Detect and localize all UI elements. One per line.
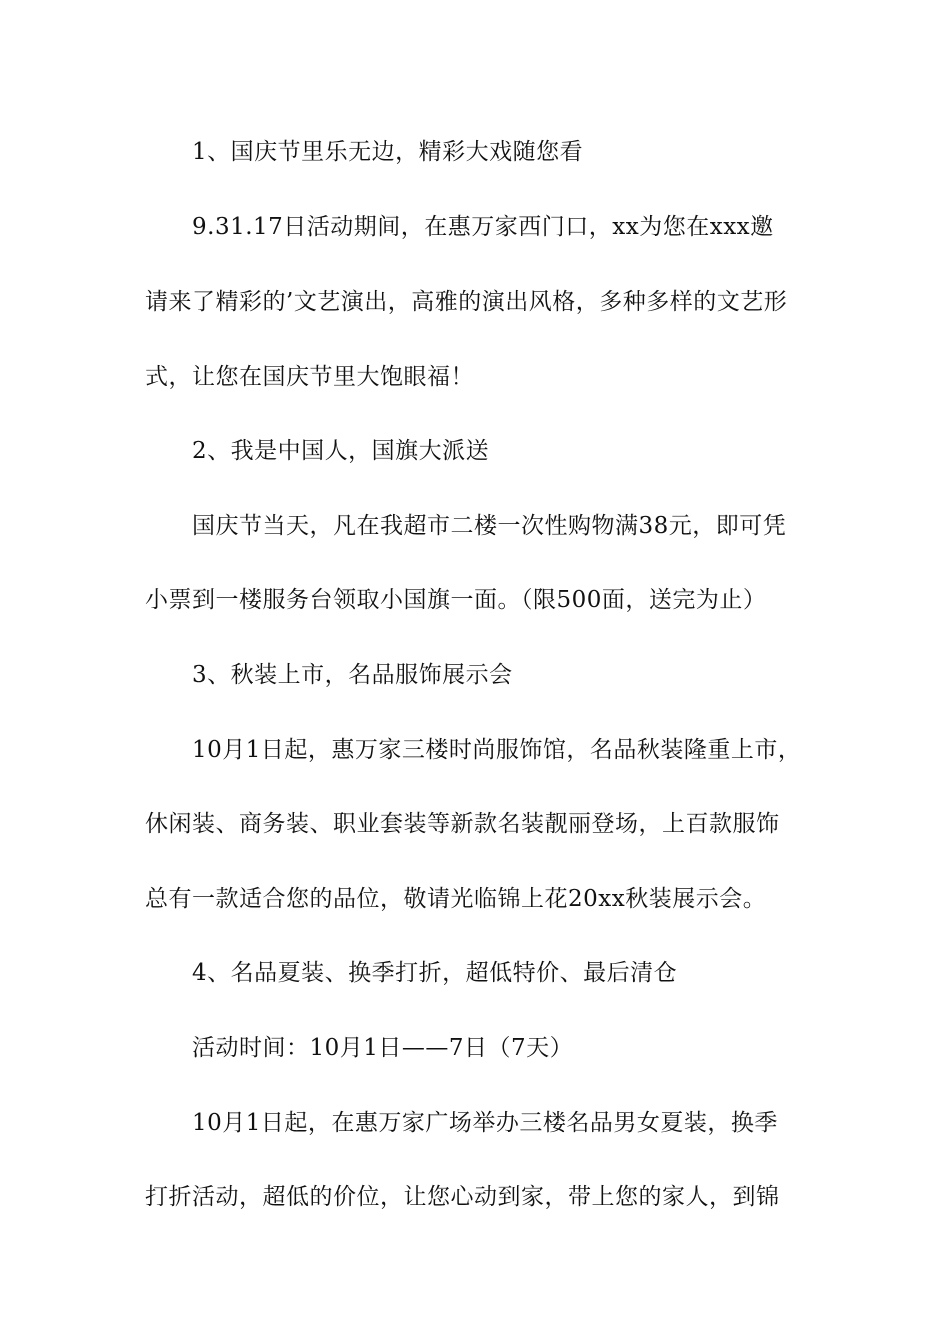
paragraph-line: 打折活动，超低的价位，让您心动到家，带上您的家人，到锦 [145, 1184, 780, 1210]
section-heading-2: 2、我是中国人，国旗大派送 [192, 438, 490, 464]
paragraph-line: 式，让您在国庆节里大饱眼福！ [145, 364, 474, 390]
paragraph-line: 9.31.17日活动期间，在惠万家西门口，xx为您在xxx邀 [192, 214, 774, 240]
section-heading-3: 3、秋装上市，名品服饰展示会 [192, 662, 513, 688]
paragraph-line: 请来了精彩的’文艺演出，高雅的演出风格，多种多样的文艺形 [145, 289, 788, 315]
paragraph-line: 小票到一楼服务台领取小国旗一面。（限500面，送完为止） [145, 587, 767, 613]
section-heading-4: 4、名品夏装、换季打折，超低特价、最后清仓 [192, 960, 678, 986]
paragraph-line: 国庆节当天，凡在我超市二楼一次性购物满38元，即可凭 [192, 513, 787, 539]
paragraph-line: 10月1日起，在惠万家广场举办三楼名品男女夏装，换季 [192, 1110, 778, 1136]
paragraph-line: 10月1日起，惠万家三楼时尚服饰馆，名品秋装隆重上市， [192, 737, 802, 763]
section-heading-1: 1、国庆节里乐无边，精彩大戏随您看 [192, 139, 584, 165]
activity-time-line: 活动时间：10月1日——7日（7天） [192, 1035, 574, 1061]
paragraph-line: 总有一款适合您的品位，敬请光临锦上花20xx秋装展示会。 [145, 886, 767, 912]
paragraph-line: 休闲装、商务装、职业套装等新款名装靓丽登场，上百款服饰 [145, 811, 780, 837]
